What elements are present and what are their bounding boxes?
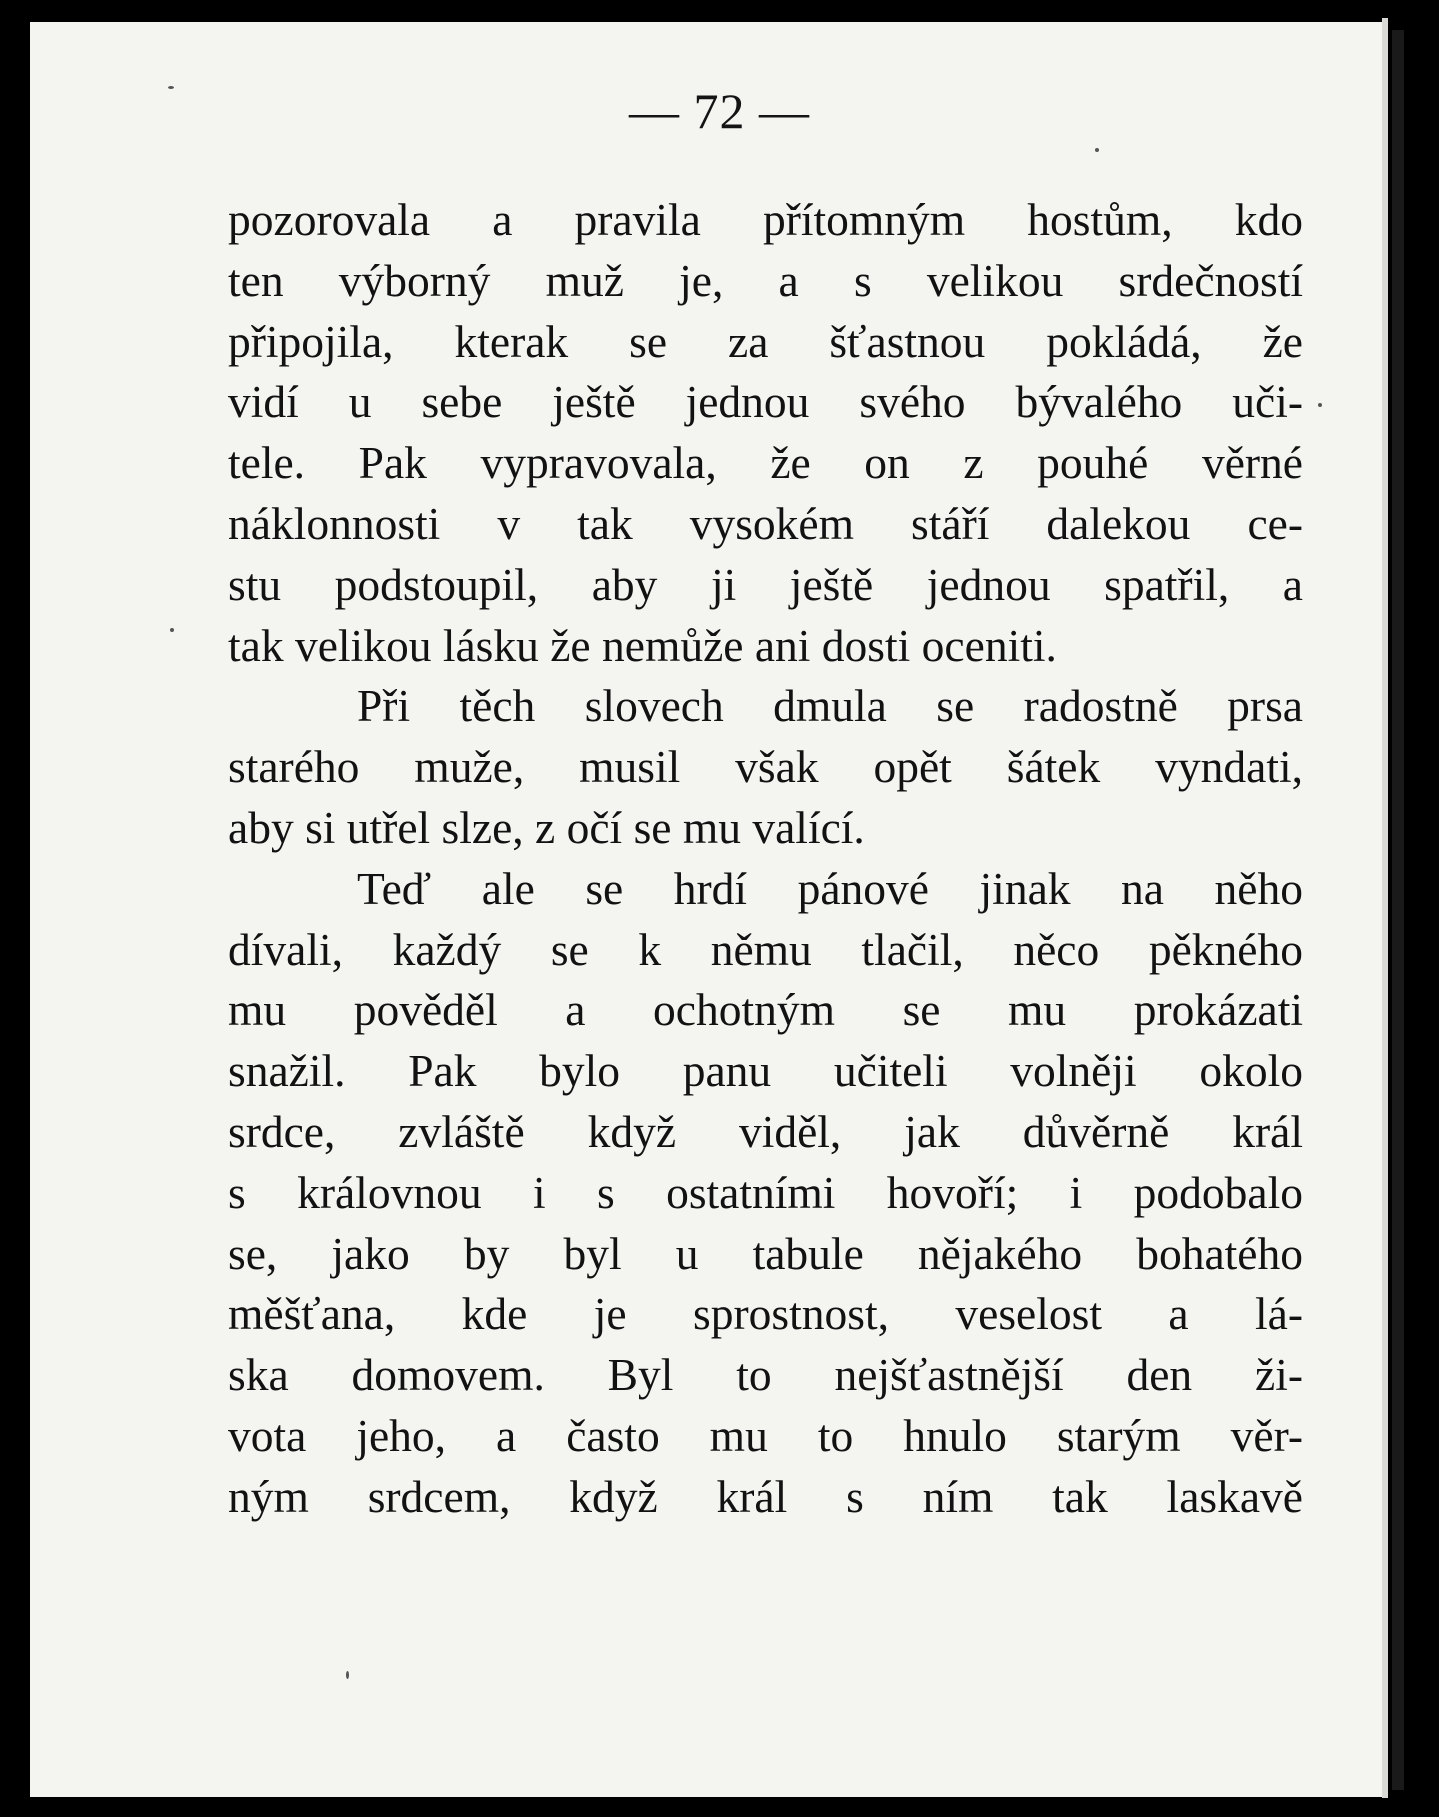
text-line: vota jeho, a často mu to hnulo starým věr- xyxy=(228,1409,1303,1461)
text-line: náklonnosti v tak vysokém stáří dalekou ce- xyxy=(228,497,1303,549)
paper-speck xyxy=(346,1671,349,1679)
text-line: srdce, zvláště když viděl, jak důvěrně král xyxy=(228,1105,1303,1157)
text-line: vidí u sebe ještě jednou svého bývalého uči- xyxy=(228,376,1303,428)
text-line: připojila, kterak se za šťastnou pokládá, že xyxy=(228,315,1303,367)
text-line: aby si utřel slze, z očí se mu valící. xyxy=(228,801,865,853)
paper-speck xyxy=(168,86,174,89)
page-number: — 72 — xyxy=(629,83,810,139)
text-line: s královnou i s ostatními hovoří; i podobalo xyxy=(228,1166,1303,1218)
text-line: ným srdcem, když král s ním tak laskavě xyxy=(228,1470,1303,1522)
text-line: pozorovala a pravila přítomným hostům, kdo xyxy=(228,194,1303,245)
body-text xyxy=(228,190,1303,1528)
text-line: se, jako by byl u tabule nějakého bohatého xyxy=(228,1227,1303,1279)
binding-shadow xyxy=(1392,30,1404,1790)
paper-speck xyxy=(1318,403,1322,407)
text-line: ska domovem. Byl to nejšťastnější den ži- xyxy=(228,1349,1303,1401)
page-edge xyxy=(1382,18,1388,1798)
text-line: dívali, každý se k němu tlačil, něco pěkného xyxy=(228,923,1303,975)
text-line: Při těch slovech dmula se radostně prsa xyxy=(357,680,1303,732)
text-line: snažil. Pak bylo panu učiteli volněji okolo xyxy=(228,1045,1303,1097)
text-line: tele. Pak vypravovala, že on z pouhé věrné xyxy=(228,437,1303,489)
text-line: starého muže, musil však opět šátek vyndati, xyxy=(228,741,1303,793)
paper-speck xyxy=(170,628,174,632)
text-line: měšťana, kde je sprostnost, veselost a lá- xyxy=(228,1288,1303,1340)
text-line: stu podstoupil, aby ji ještě jednou spatřil, a xyxy=(228,558,1303,610)
text-line: tak velikou lásku že nemůže ani dosti oceniti. xyxy=(228,619,1057,671)
paper-speck xyxy=(1095,148,1099,152)
text-line: mu pověděl a ochotným se mu prokázati xyxy=(228,984,1303,1036)
text-line: Teď ale se hrdí pánové jinak na něho xyxy=(357,862,1303,914)
text-line: ten výborný muž je, a s velikou srdečností xyxy=(228,254,1303,306)
